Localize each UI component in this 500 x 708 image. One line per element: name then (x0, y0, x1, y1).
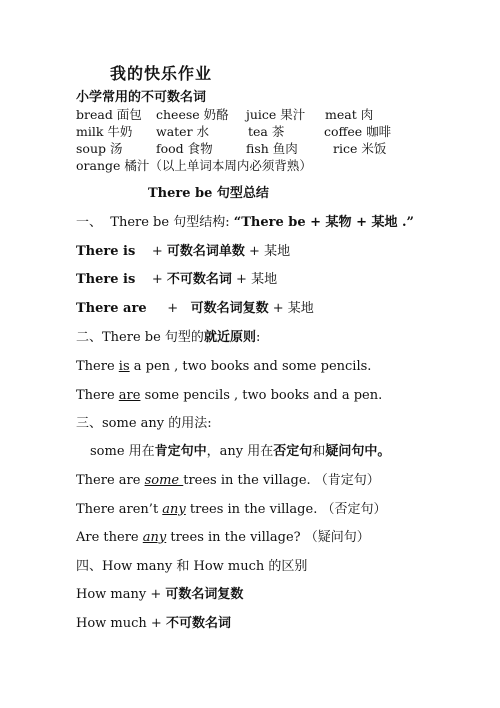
underlined-verb: is (118, 359, 130, 374)
example-sentence: Are there any trees in the village? （疑问句） (76, 530, 370, 545)
underlined-word: some (144, 473, 184, 488)
underlined-word: any (142, 530, 167, 545)
how-line: How much + 不可数名词 (76, 616, 231, 631)
vocab-item: orange 橘汁（以上单词本周内必须背熟） (76, 158, 312, 173)
rule-plus: + (151, 244, 163, 259)
item-number: 一、 (76, 215, 103, 230)
structure-label: There be 句型结构: (110, 215, 230, 230)
rule-subject: There are (76, 301, 147, 316)
example-sentence: There aren’t any trees in the village. （否定句） (76, 502, 387, 517)
there-be-structure (76, 215, 414, 231)
rule-place: + 某地 (236, 272, 278, 287)
example-sentence: There is a pen , two books and some pencils. (76, 359, 372, 374)
rule-line (76, 272, 277, 288)
vocab-item: fish 鱼肉 (246, 141, 298, 156)
vocab-item: milk 牛奶 (76, 124, 133, 139)
rule-line (76, 301, 314, 317)
how-line: How many + 可数名词复数 (76, 587, 244, 602)
rule-noun: 不可数名词 (166, 272, 232, 287)
uncountable-heading: 小学常用的不可数名词 (76, 90, 207, 105)
some-any-heading: 三、some any 的用法: (76, 416, 212, 431)
rule-plus: + (151, 272, 163, 287)
rule-noun: 可数名词复数 (190, 301, 269, 316)
vocab-item: juice 果汁 (246, 107, 306, 122)
vocab-item: water 水 (156, 124, 210, 139)
vocab-item: rice 米饭 (333, 141, 387, 156)
example-sentence: There are some pencils , two books and a pen. (76, 388, 383, 403)
vocab-item: food 食物 (156, 141, 213, 156)
vocab-item: meat 肉 (325, 107, 374, 122)
some-any-rule: some 用在肯定句中，any 用在否定句和疑问句中。 (90, 444, 391, 459)
example-sentence: There are some trees in the village. （肯定句） (76, 473, 380, 488)
vocab-item: coffee 咖啡 (324, 124, 392, 139)
underlined-verb: are (118, 388, 141, 403)
rule-noun: 可数名词单数 (166, 244, 245, 259)
structure-formula: “There be + 某物 + 某地 .” (233, 215, 415, 230)
vocab-item: tea 茶 (248, 124, 285, 139)
underlined-word: any (162, 502, 186, 517)
page-title: 我的快乐作业 (110, 64, 213, 83)
rule-plus: + (167, 301, 179, 316)
vocab-item: soup 汤 (76, 141, 123, 156)
rule-line (76, 244, 290, 260)
there-be-heading: There be 句型总结 (148, 186, 269, 201)
proximity-term: 就近原则 (203, 330, 256, 345)
vocab-item: bread 面包 (76, 107, 142, 122)
rule-subject: There is (76, 272, 136, 287)
vocab-item: cheese 奶酪 (156, 107, 229, 122)
rule-subject: There is (76, 244, 136, 259)
rule-place: + 某地 (272, 301, 314, 316)
proximity-heading: 二、There be 句型的就近原则: (76, 330, 261, 345)
rule-place: + 某地 (249, 244, 291, 259)
how-heading: 四、How many 和 How much 的区别 (76, 559, 308, 574)
